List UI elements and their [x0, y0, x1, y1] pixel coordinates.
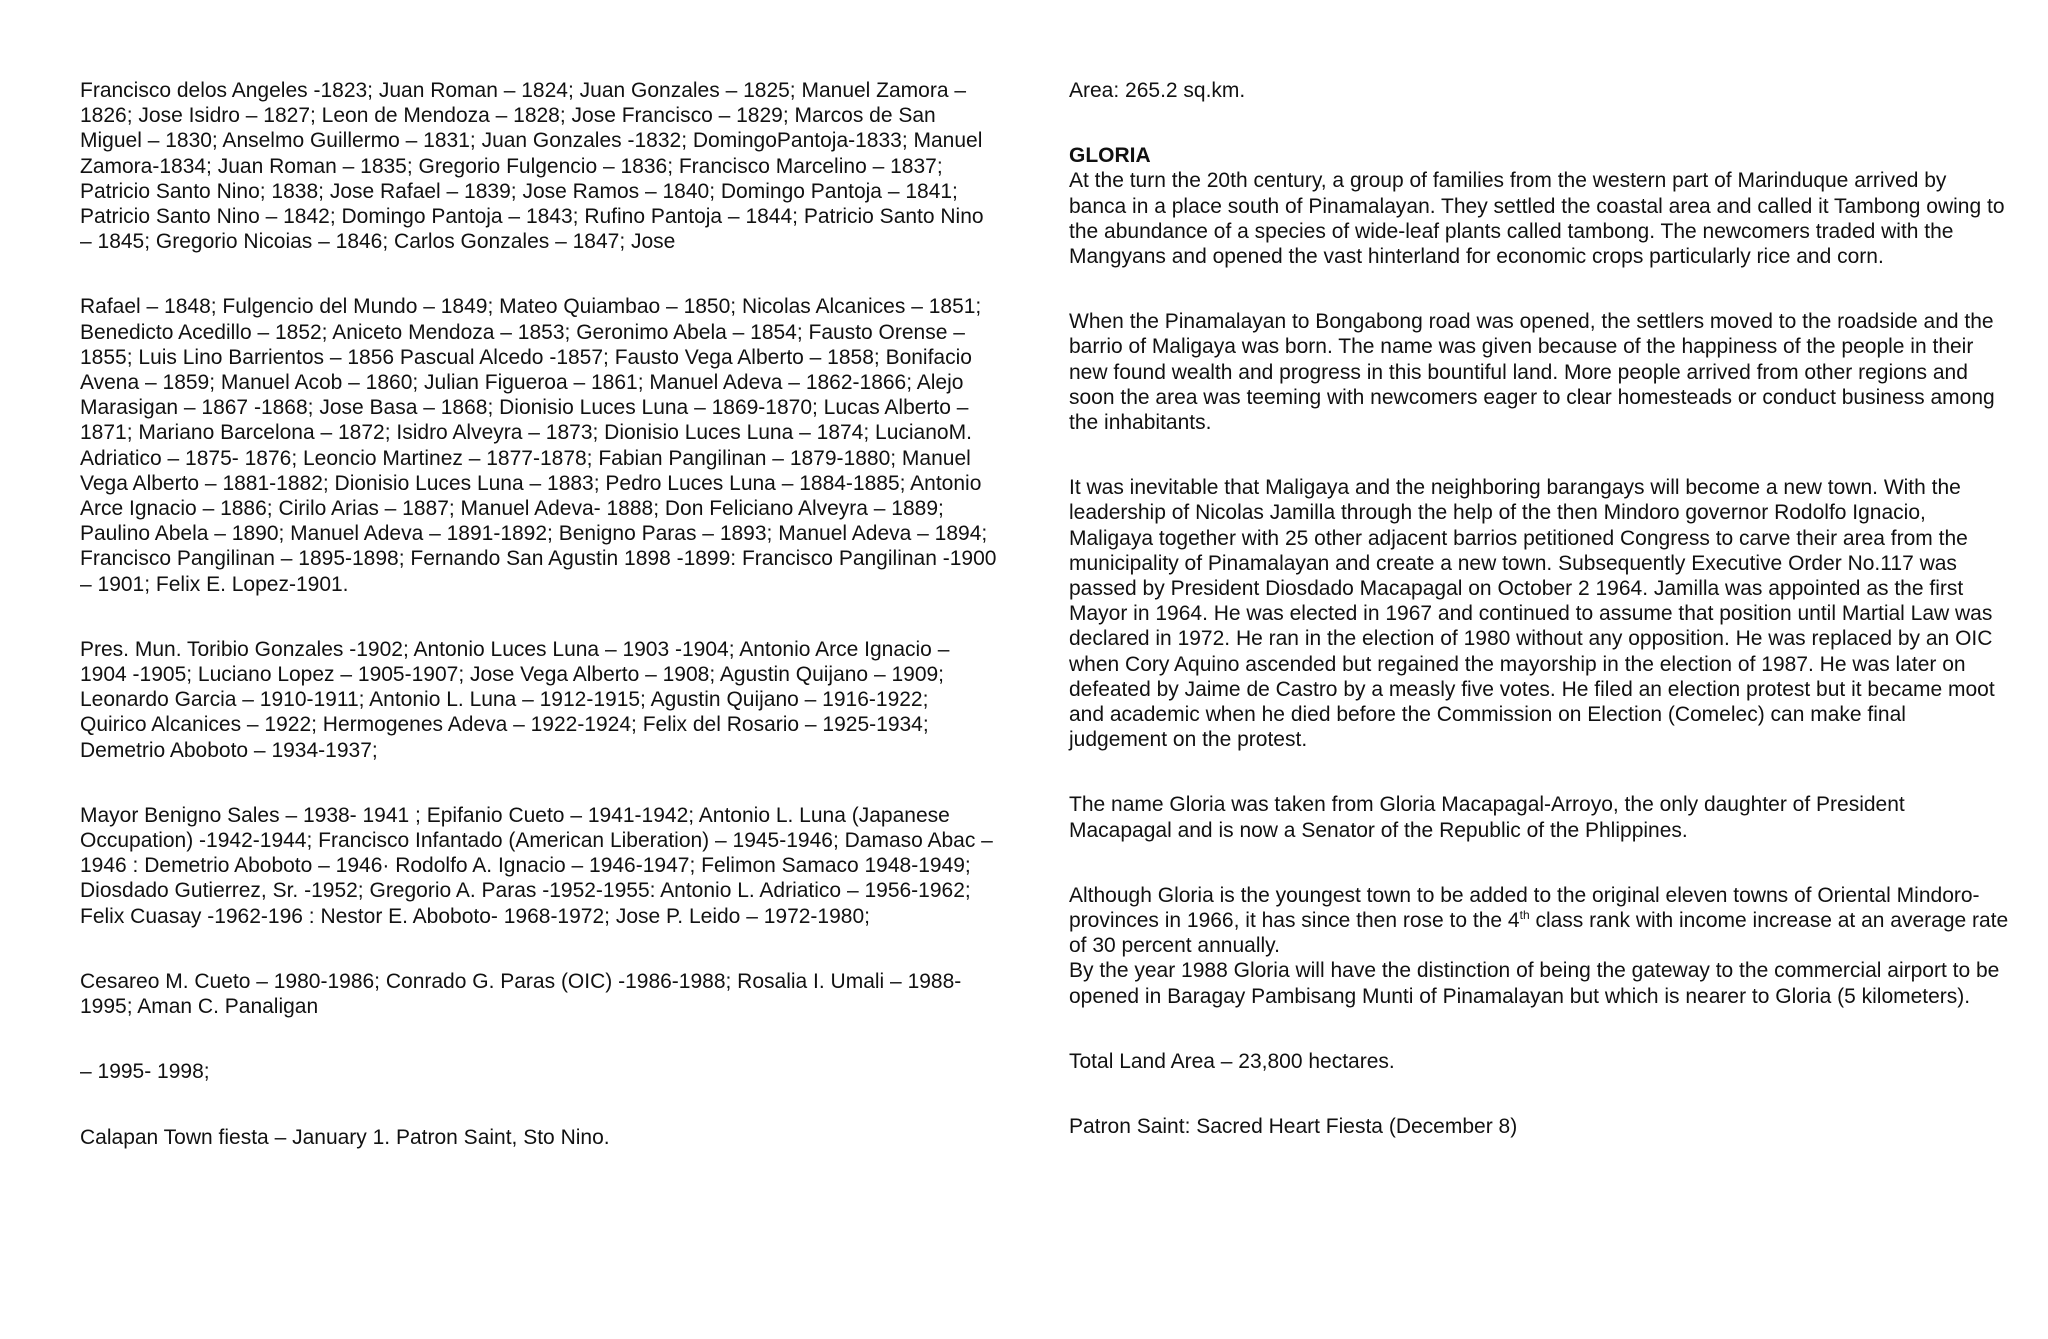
paragraph-early-gobernadorcillos: Francisco delos Angeles -1823; Juan Roman – 1824; Juan Gonzales – 1825; Manuel Zamora – 1826; Jose Isidro – 1827; Leon de Mendoza – 1828; Jose Francisco – 1829; Marcos de San Miguel – 1830; Anselmo Guillermo – 1831; Juan Gonzales -1832; DomingoPantoja-1833; Manuel Zamora-1834; Juan Roman – 1835; Gregorio Fulgencio – 1836; Francisco Marcelino – 1837; Patricio Santo Nino; 1838; Jose Rafael – 1839; Jose Ramos – 1840; Domingo Pantoja – 1841; Patricio Santo Nino – 1842; Domingo Pantoja – 1843; Rufino Pantoja – 1844; Patricio Santo Nino – 1845; Gregorio Nicoias – 1846; Carlos Gonzales – 1847; Jose — [80, 79, 984, 254]
area-line: Area: 265.2 sq.km. — [1069, 79, 1246, 102]
class-rank-text-start: Although Gloria is the youngest town to be added to the original eleven towns of Oriental Mindoro-provinces in 1966, it has since then rose to the 4 — [1069, 883, 1980, 933]
right-column — [1069, 78, 2009, 1179]
ordinal-suffix: th — [1519, 908, 1530, 923]
paragraph-municipal-presidents: Pres. Mun. Toribio Gonzales -1902; Antonio Luces Luna – 1903 -1904; Antonio Arce Ignacio – 1904 -1905; Luciano Lopez – 1905-1907; Jose Vega Alberto – 1908; Agustin Quijano – 1909; Leonardo Garcia – 1910-1911; Antonio L. Luna – 1912-1915; Agustin Quijano – 1916-1922; Quirico Alcanices – 1922; Hermogenes Adeva – 1922-1924; Felix del Rosario – 1925-1934; Demetrio Aboboto – 1934-1937; — [80, 637, 950, 762]
total-land-area: Total Land Area – 23,800 hectares. — [1069, 1049, 1395, 1073]
paragraph-term-continuation: – 1995- 1998; — [80, 1060, 210, 1084]
paragraph-mayors: Mayor Benigno Sales – 1938- 1941 ; Epifanio Cueto – 1941-1942; Antonio L. Luna (Japanese Occupation) -1942-1944; Francisco Infantado (American Liberation) – 1945-1946; Damaso Abac – 1946 : Demetrio Aboboto – 1946· Rodolfo A. Ignacio – 1946-1947; Felimon Samaco 1948-1949; Diosdado Gutierrez, Sr. -1952; Gregorio A. Paras -1952-1955: Antonio L. Adriatico – 1956-1962; Felix Cuasay -1962-196 : Nestor E. Aboboto- 1968-1972; Jose P. Leido – 1972-1980; — [80, 803, 993, 928]
paragraph-gloria-intro: At the turn the 20th century, a group of families from the western part of Marinduque arrived by banca in a place south of Pinamalayan. They settled the coastal area and called it Tambong owing to the abundance of a species of wide-leaf plants called tambong. The newcomers traded with the Mangyans and opened the vast hinterland for economic crops particularly rice and corn. — [1069, 169, 2005, 269]
paragraph-recent-mayors: Cesareo M. Cueto – 1980-1986; Conrado G. Paras (OIC) -1986-1988; Rosalia I. Umali – 1988-1995; Aman C. Panaligan — [80, 969, 962, 1019]
paragraph-airport: By the year 1988 Gloria will have the distinction of being the gateway to the commercial airport to be opened in Baragay Pambisang Munti of Pinamalayan but which is nearer to Gloria (5 kilometers). — [1069, 959, 2000, 1008]
paragraph-maligaya: When the Pinamalayan to Bongabong road was opened, the settlers moved to the roadside and the barrio of Maligaya was born. The name was given because of the happiness of the people in their new found wealth and progress in this bountiful land. More people arrived from other regions and soon the area was teeming with newcomers eager to clear homesteads or conduct business among the inhabitants. — [1069, 310, 1995, 435]
paragraph-name-origin: The name Gloria was taken from Gloria Macapagal-Arroyo, the only daughter of President Macapagal and is now a Senator of the Republic of the Phlippines. — [1069, 793, 1905, 842]
paragraph-later-gobernadorcillos: Rafael – 1848; Fulgencio del Mundo – 1849; Mateo Quiambao – 1850; Nicolas Alcanices – 1851; Benedicto Acedillo – 1852; Aniceto Mendoza – 1853; Geronimo Abela – 1854; Fausto Orense – 1855; Luis Lino Barrientos – 1856 Pascual Alcedo -1857; Fausto Vega Alberto – 1858; Bonifacio Avena – 1859; Manuel Acob – 1860; Julian Figueroa – 1861; Manuel Adeva – 1862-1866; Alejo Marasigan – 1867 -1868; Jose Basa – 1868; Dionisio Luces Luna – 1869-1870; Lucas Alberto – 1871; Mariano Barcelona – 1872; Isidro Alveyra – 1873; Dionisio Luces Luna – 1874; LucianoM. Adriatico – 1875- 1876; Leoncio Martinez – 1877-1878; Fabian Pangilinan – 1879-1880; Manuel Vega Alberto – 1881-1882; Dionisio Luces Luna – 1883; Pedro Luces Luna – 1884-1885; Antonio Arce Ignacio – 1886; Cirilo Arias – 1887; Manuel Adeva- 1888; Don Feliciano Alveyra – 1889; Paulino Abela – 1890; Manuel Adeva – 1891-1892; Benigno Paras – 1893; Manuel Adeva – 1894; Francisco Pangilinan – 1895-1898; Fernando San Agustin 1898 -1899: Francisco Pangilinan -1900 – 1901; Felix E. Lopez-1901. — [80, 295, 997, 596]
paragraph-new-town: It was inevitable that Maligaya and the neighboring barangays will become a new town. With the leadership of Nicolas Jamilla through the help of the then Mindoro governor Rodolfo Ignacio, Maligaya together with 25 other adjacent barrios petitioned Congress to carve their area from the municipality of Pinamalayan and create a new town. Subsequently Executive Order No.117 was passed by President Diosdado Macapagal on October 2 1964. Jamilla was appointed as the first Mayor in 1964. He was elected in 1967 and continued to assume that position until Martial Law was declared in 1972. He ran in the election of 1980 without any opposition. He was replaced by an OIC when Cory Aquino ascended but regained the mayorship in the election of 1987. He was later on defeated by Jaime de Castro by a measly five votes. He filed an election protest but it became moot and academic when he died before the Commission on Election (Comelec) can make final judgement on the protest. — [1069, 476, 1995, 752]
paragraph-class-rank — [1069, 883, 2009, 959]
patron-saint: Patron Saint: Sacred Heart Fiesta (December 8) — [1069, 1115, 1518, 1139]
left-column — [80, 78, 1000, 1190]
section-heading-gloria: GLORIA — [1069, 144, 1151, 168]
class-rank-text-end: class rank with income increase at an average rate of 30 percent annually. — [1069, 909, 2009, 958]
paragraph-calapan-fiesta: Calapan Town fiesta – January 1. Patron Saint, Sto Nino. — [80, 1125, 610, 1149]
